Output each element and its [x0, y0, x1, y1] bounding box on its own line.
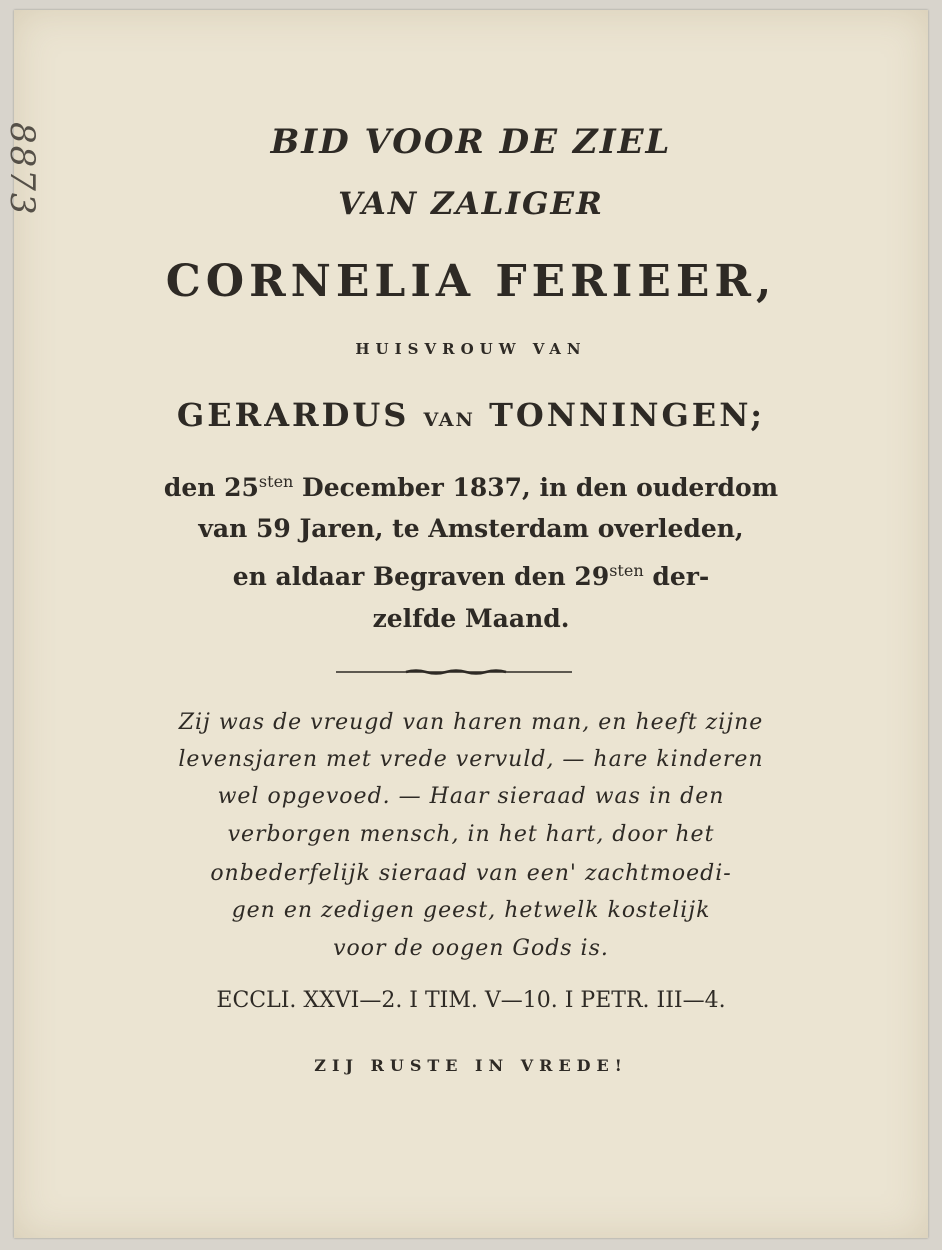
bio-line-1-text-a: den 25: [163, 473, 259, 502]
spouse-name: [14, 396, 928, 434]
bio-line-1: [14, 472, 928, 502]
ornamental-divider: [336, 669, 572, 675]
quote-line-4: verborgen mensch, in het hart, door het: [227, 822, 715, 847]
heading-line-1: BID VOOR DE ZIEL: [270, 122, 672, 162]
bio-line-3-text-a: en aldaar Begraven den 29: [232, 562, 610, 591]
spouse-intro: HUISVROUW VAN: [355, 340, 587, 358]
quote-line-3: wel opgevoed. — Haar sieraad was in den: [217, 784, 725, 809]
quote-line-1: Zij was de vreugd van haren man, en heeft zijne: [178, 710, 764, 735]
bio-line-3-text-b: der-: [643, 562, 710, 591]
handwritten-catalog-number: 8873: [2, 122, 42, 217]
deceased-name: CORNELIA FERIEER,: [165, 256, 777, 307]
heading-line-2: VAN ZALIGER: [338, 186, 604, 222]
closing-blessing: ZIJ RUSTE IN VREDE!: [314, 1056, 628, 1075]
bio-line-1-sup: sten: [258, 472, 294, 491]
bio-line-2: van 59 Jaren, te Amsterdam overleden,: [198, 514, 744, 543]
bio-line-4: zelfde Maand.: [372, 604, 570, 633]
bio-line-3-sup: sten: [609, 561, 644, 580]
quote-line-5: onbederfelijk sieraad van een' zachtmoedi-: [210, 861, 732, 886]
quote-line-7: voor de oogen Gods is.: [333, 936, 609, 961]
spouse-last-name: TONNINGEN;: [489, 396, 766, 434]
spouse-first-name: GERARDUS: [176, 396, 410, 434]
bio-line-3: [14, 561, 928, 591]
memorial-card: [2, 10, 928, 1238]
bio-line-1-text-b: December 1837, in den ouderdom: [293, 473, 779, 502]
spouse-particle: VAN: [423, 409, 475, 431]
scripture-references: ECCLI. XXVI—2. I TIM. V—10. I PETR. III—4.: [216, 988, 726, 1013]
quote-line-6: gen en zedigen geest, hetwelk kostelijk: [231, 898, 711, 923]
quote-line-2: levensjaren met vrede vervuld, — hare kinderen: [178, 747, 764, 772]
